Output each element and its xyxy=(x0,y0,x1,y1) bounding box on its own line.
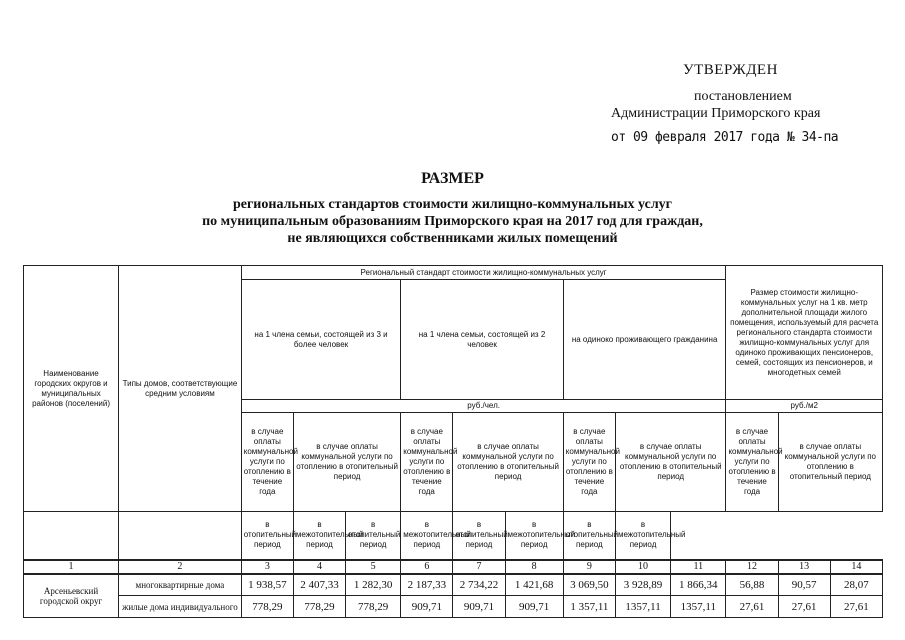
header-heating-2: в отопительный период xyxy=(346,512,401,560)
municipality-name: Арсеньевский городской округ xyxy=(24,574,119,618)
header-year-2: в случае оплаты коммунальной услуги по отоплению в течение года xyxy=(401,413,453,512)
header-heating-group-3plus: в случае оплаты коммунальной услуги по отоплению в отопительный период xyxy=(293,413,400,512)
value-cell: 1 866,34 xyxy=(671,574,726,596)
value-cell: 27,61 xyxy=(830,596,882,618)
value-cell: 1 938,57 xyxy=(241,574,293,596)
header-year-single: в случае оплаты коммунальной услуги по отоплению в течение года xyxy=(563,413,615,512)
table-row xyxy=(24,596,883,618)
value-cell: 1357,11 xyxy=(671,596,726,618)
value-cell: 909,71 xyxy=(401,596,453,618)
subtitle-line-1: региональных стандартов стоимости жилищно-коммунальных услуг xyxy=(232,197,673,212)
column-number: 11 xyxy=(671,560,726,574)
column-number: 6 xyxy=(401,560,453,574)
approval-line-1: постановлением xyxy=(694,89,792,104)
column-number: 7 xyxy=(453,560,505,574)
header-family-2: на 1 члена семьи, состоящей из 2 человек xyxy=(401,280,564,400)
value-cell: 2 187,33 xyxy=(401,574,453,596)
value-cell: 2 407,33 xyxy=(293,574,345,596)
column-number: 14 xyxy=(830,560,882,574)
header-heating-single: в отопительный период xyxy=(453,512,505,560)
value-cell: 1 357,11 xyxy=(563,596,615,618)
header-inter-extra: в межотопительный период xyxy=(615,512,670,560)
header-single: на одиноко проживающего гражданина xyxy=(563,280,726,400)
header-inter-3plus: в межотопительный период xyxy=(293,512,345,560)
header-heating-group-2: в случае оплаты коммунальной услуги по отоплению в отопительный период xyxy=(453,413,563,512)
value-cell: 28,07 xyxy=(830,574,882,596)
unit-rub-per-m2: руб./м2 xyxy=(726,400,883,413)
value-cell: 778,29 xyxy=(346,596,401,618)
header-heating-group-extra: в случае оплаты коммунальной услуги по отоплению в отопительный период xyxy=(778,413,882,512)
value-cell: 3 928,89 xyxy=(615,574,670,596)
house-type: многоквартирные дома xyxy=(119,574,242,596)
column-number: 8 xyxy=(505,560,563,574)
column-number: 10 xyxy=(615,560,670,574)
value-cell: 2 734,22 xyxy=(453,574,505,596)
header-inter-single: в межотопительный период xyxy=(505,512,563,560)
house-type: жилые дома индивидуального xyxy=(119,596,242,618)
header-family-3plus: на 1 члена семьи, состоящей из 3 и более человек xyxy=(241,280,400,400)
value-cell: 27,61 xyxy=(778,596,830,618)
approval-title: УТВЕРЖДЕН xyxy=(683,62,778,78)
value-cell: 1 282,30 xyxy=(346,574,401,596)
header-year-3plus: в случае оплаты коммунальной услуги по отоплению в течение года xyxy=(241,413,293,512)
header-inter-2: в межотопительный период xyxy=(401,512,453,560)
value-cell: 56,88 xyxy=(726,574,778,596)
approval-line-2: Администрации Приморского края xyxy=(611,106,821,121)
header-heating-extra: в отопительный период xyxy=(563,512,615,560)
header-year-extra: в случае оплаты коммунальной услуги по отоплению в течение года xyxy=(726,413,778,512)
header-extra-area-group: Размер стоимости жилищно-коммунальных услуг на 1 кв. метр дополнительной площади жилого помещения, используемый для расчета регионального стандарта стоимости жилищно-коммунальных услуг для одиноко проживающих пенсионеров, семей, состоящих из пенсионеров, и многодетных семей xyxy=(726,266,883,400)
column-number: 9 xyxy=(563,560,615,574)
column-number: 5 xyxy=(346,560,401,574)
approval-date-number: от 09 февраля 2017 года № 34-па xyxy=(611,130,839,145)
column-number: 3 xyxy=(241,560,293,574)
column-number: 1 xyxy=(24,560,119,574)
column-number: 13 xyxy=(778,560,830,574)
value-cell: 909,71 xyxy=(505,596,563,618)
header-municipality: Наименование городских округов и муниципальных районов (поселений) xyxy=(24,266,119,512)
column-number: 12 xyxy=(726,560,778,574)
header-heating-group-single: в случае оплаты коммунальной услуги по отоплению в отопительный период xyxy=(615,413,726,512)
value-cell: 909,71 xyxy=(453,596,505,618)
value-cell: 3 069,50 xyxy=(563,574,615,596)
value-cell: 27,61 xyxy=(726,596,778,618)
value-cell: 90,57 xyxy=(778,574,830,596)
value-cell: 1357,11 xyxy=(615,596,670,618)
value-cell: 778,29 xyxy=(241,596,293,618)
unit-rub-per-person: руб./чел. xyxy=(241,400,726,413)
document-subtitle xyxy=(170,196,735,247)
table-row xyxy=(24,574,883,596)
header-heating-3plus: в отопительный период xyxy=(241,512,293,560)
standards-table xyxy=(23,265,883,618)
subtitle-line-2: по муниципальным образованиям Приморского края на 2017 год для граждан, xyxy=(202,214,703,229)
header-standard-group: Региональный стандарт стоимости жилищно-коммунальных услуг xyxy=(241,266,726,280)
document-title: РАЗМЕР xyxy=(421,170,484,187)
value-cell: 1 421,68 xyxy=(505,574,563,596)
value-cell: 778,29 xyxy=(293,596,345,618)
header-house-type: Типы домов, соответствующие средним условиям xyxy=(119,266,242,512)
subtitle-line-3: не являющихся собственниками жилых помещений xyxy=(287,231,618,246)
column-number: 4 xyxy=(293,560,345,574)
column-number: 2 xyxy=(119,560,242,574)
